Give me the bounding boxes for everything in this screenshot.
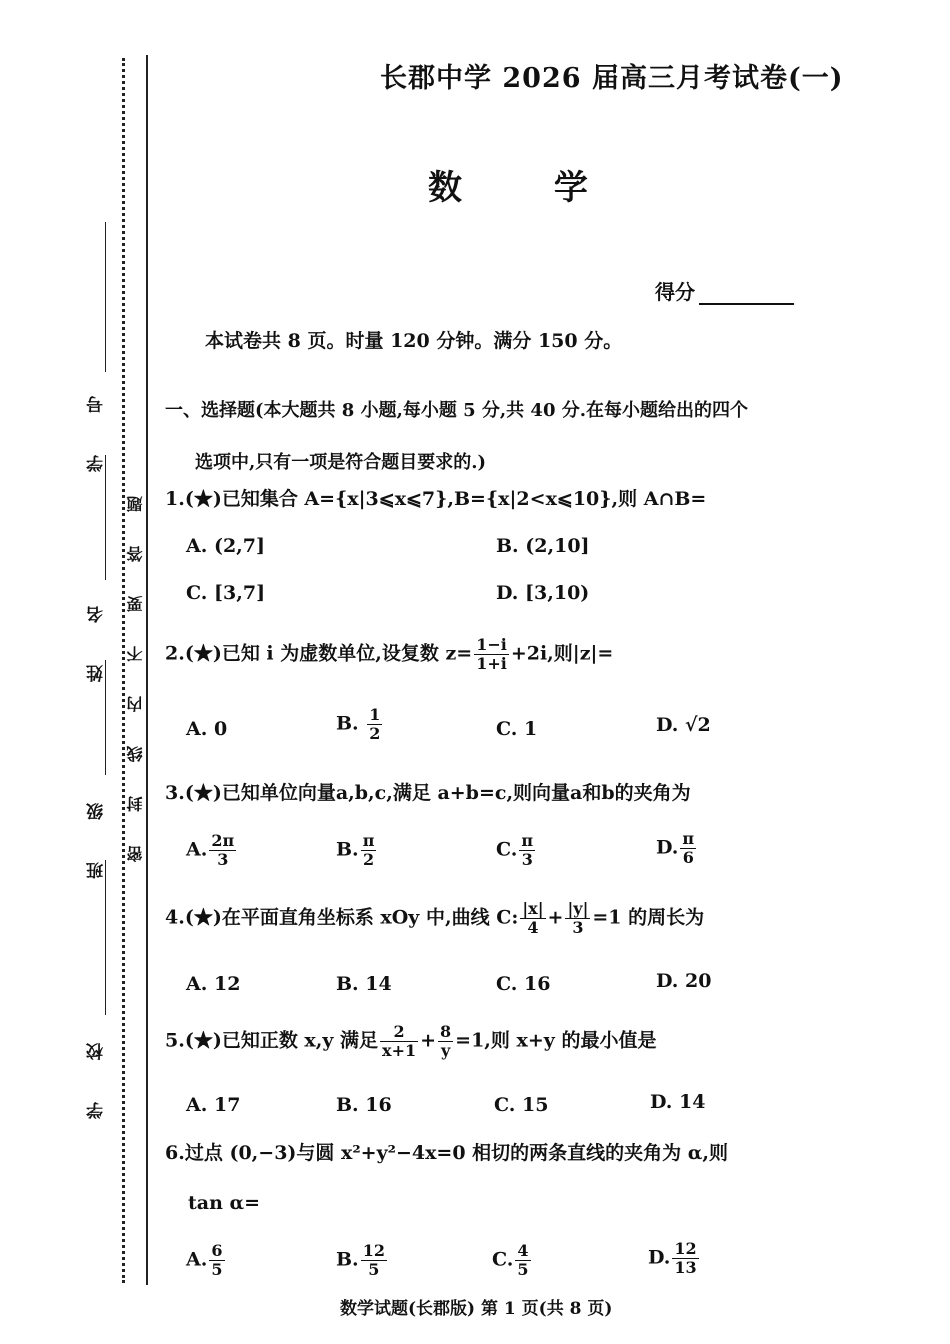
student-id-name-blank — [105, 455, 106, 580]
q4-option-b: B. 14 — [336, 973, 392, 995]
q2-option-a: A. 0 — [186, 718, 228, 740]
name-label: 姓 名 — [87, 588, 107, 682]
section-line-2: 选项中,只有一项是符合题目要求的.) — [195, 452, 487, 473]
q6-option-d: D. $\frac{12}{13}$ — [648, 1239, 697, 1277]
q4-option-a: A. 12 — [186, 973, 241, 995]
q3-option-b: B. $\frac{\pi}{2}$ — [336, 831, 375, 869]
q6-option-a: A. $\frac{6}{5}$ — [186, 1241, 223, 1279]
q3-option-a: A. $\frac{2\pi}{3}$ — [186, 831, 235, 869]
score-label: 得分 — [655, 280, 695, 304]
exam-title: 长郡中学 2026 届高三月考试卷(一) — [380, 63, 844, 94]
name-blank — [105, 660, 106, 775]
page-footer: 数学试题(长郡版) 第 1 页(共 8 页) — [340, 1299, 613, 1319]
class-label: 班 级 — [87, 785, 107, 879]
q2-option-c: C. 1 — [496, 718, 538, 740]
question-6-stem-2: tan α= — [188, 1192, 261, 1214]
q1-option-c: C. [3,7] — [186, 582, 266, 604]
subject-title: 数 学 — [428, 168, 628, 208]
q2-option-b: B. $\frac{1}{2}$ — [336, 705, 381, 743]
question-3-stem: 3.(★)已知单位向量a,b,c,满足 a+b=c,则向量a和b的夹角为 — [165, 782, 691, 804]
q5-option-c: C. 15 — [494, 1094, 549, 1116]
score-field — [655, 276, 794, 305]
score-blank — [699, 283, 794, 305]
q2-fraction: $\frac{1-i}{1+i}$ — [476, 635, 507, 673]
q5-option-a: A. 17 — [186, 1094, 241, 1116]
section-line-1: 一、选择题(本大题共 8 小题,每小题 5 分,共 40 分.在每小题给出的四个 — [165, 400, 749, 421]
student-id-blank — [105, 222, 106, 372]
question-4-stem: 4.(★)在平面直角坐标系 xOy 中,曲线 C: $\frac{|x|}{4}$ + $\frac{|y|}{3}$ =1 的周长为 — [165, 899, 705, 937]
q4-option-d: D. 20 — [656, 970, 712, 992]
q3-option-c: C. $\frac{\pi}{3}$ — [496, 831, 534, 869]
q4-option-c: C. 16 — [496, 973, 551, 995]
q1-option-a: A. (2,7] — [186, 535, 266, 557]
q2-option-d: D. √2 — [656, 714, 711, 736]
question-6-stem: 6.过点 (0,−3)与圆 x²+y²−4x=0 相切的两条直线的夹角为 α,则 — [165, 1142, 729, 1164]
question-1-stem: 1.(★)已知集合 A={x|3⩽x⩽7},B={x|2<x⩽10},则 A∩B= — [165, 488, 707, 510]
seal-notice: 密封线内不要答题 — [126, 462, 145, 862]
question-5-stem: 5.(★)已知正数 x,y 满足 $\frac{2}{x+1}$ + $\frac{8}{y}$ =1,则 x+y 的最小值是 — [165, 1022, 657, 1060]
section-heading — [165, 385, 805, 489]
q3-option-d: D. $\frac{\pi}{6}$ — [656, 829, 695, 867]
q5-option-d: D. 14 — [650, 1091, 706, 1113]
q1-option-b: B. (2,10] — [496, 535, 590, 557]
q6-option-c: C. $\frac{4}{5}$ — [492, 1241, 529, 1279]
class-blank — [105, 860, 106, 1015]
school-label: 学 校 — [87, 1025, 107, 1119]
q6-option-b: B. $\frac{12}{5}$ — [336, 1241, 385, 1279]
student-id-label: 学 号 — [87, 378, 107, 472]
exam-intro: 本试卷共 8 页。时量 120 分钟。满分 150 分。 — [205, 330, 623, 352]
q1-option-d: D. [3,10) — [496, 582, 590, 604]
question-2-stem: 2.(★)已知 i 为虚数单位,设复数 z= $\frac{1-i}{1+i}$ +2i,则|z|= — [165, 635, 614, 673]
q5-option-b: B. 16 — [336, 1094, 392, 1116]
